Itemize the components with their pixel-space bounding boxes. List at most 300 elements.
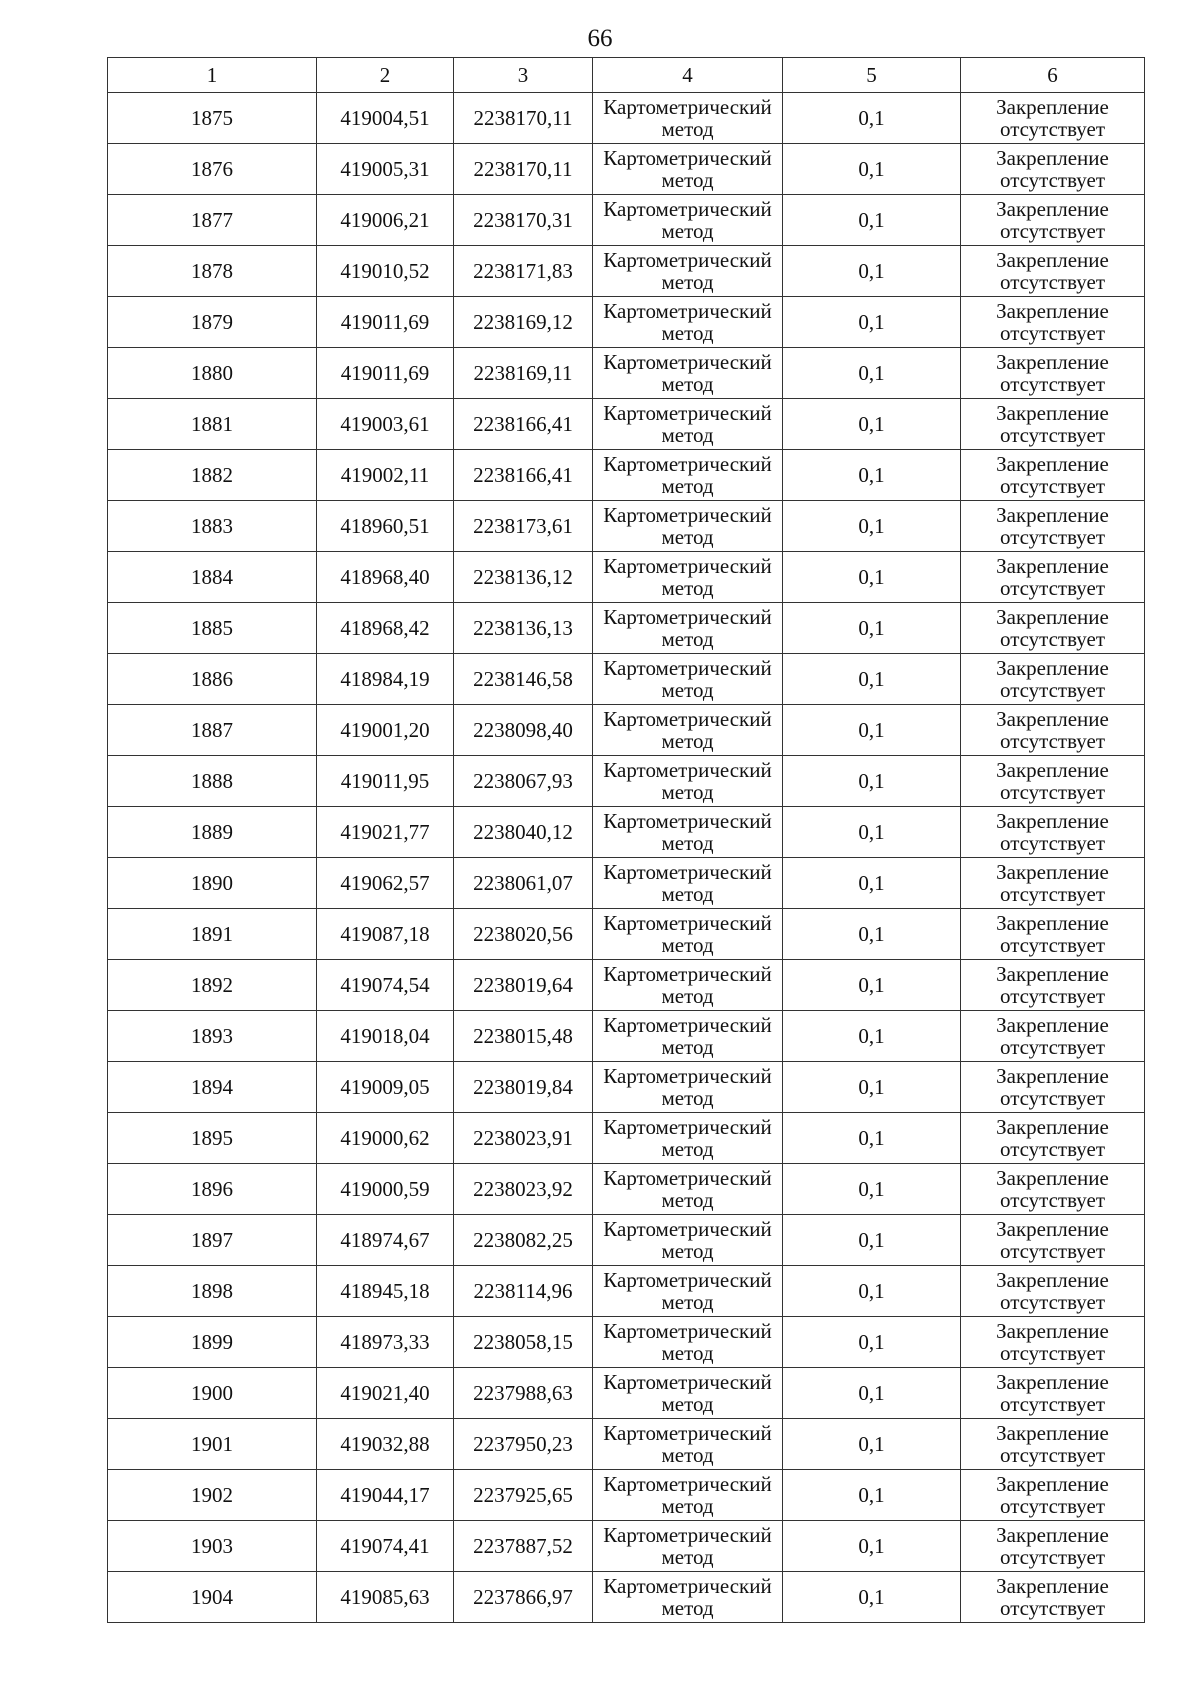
table-row — [108, 1113, 1145, 1164]
table-row — [108, 144, 1145, 195]
method-cell — [593, 501, 783, 552]
method-text-line: метод — [661, 933, 714, 957]
method-text-line: Картометрический — [603, 860, 772, 884]
method-text-line: Картометрический — [603, 758, 772, 782]
method-cell — [593, 1419, 783, 1470]
fixation-cell — [961, 1419, 1145, 1470]
point-number-cell: 1891 — [108, 909, 317, 960]
point-number-cell: 1893 — [108, 1011, 317, 1062]
method-text-line: метод — [661, 525, 714, 549]
fixation-cell — [961, 501, 1145, 552]
fixation-text-line: Закрепление — [996, 146, 1109, 170]
fixation-text-line: Закрепление — [996, 248, 1109, 272]
method-cell — [593, 348, 783, 399]
y-coordinate-cell: 2237950,23 — [454, 1419, 593, 1470]
method-text-line: Картометрический — [603, 911, 772, 935]
method-text-line: метод — [661, 1086, 714, 1110]
method-text-line: метод — [661, 1290, 714, 1314]
fixation-text-line: Закрепление — [996, 860, 1109, 884]
x-coordinate-cell: 419044,17 — [317, 1470, 454, 1521]
page-number: 66 — [587, 25, 613, 52]
fixation-text-line: Закрепление — [996, 809, 1109, 833]
point-number-cell: 1875 — [108, 93, 317, 144]
y-coordinate-cell: 2238136,13 — [454, 603, 593, 654]
fixation-text-line: Закрепление — [996, 197, 1109, 221]
point-number-cell: 1892 — [108, 960, 317, 1011]
accuracy-cell: 0,1 — [783, 348, 961, 399]
method-cell — [593, 1266, 783, 1317]
x-coordinate-cell: 419002,11 — [317, 450, 454, 501]
y-coordinate-cell: 2238082,25 — [454, 1215, 593, 1266]
method-text-line: метод — [661, 423, 714, 447]
fixation-text-line: отсутствует — [999, 627, 1106, 651]
x-coordinate-cell: 419000,62 — [317, 1113, 454, 1164]
method-text-line: Картометрический — [603, 1472, 772, 1496]
method-cell — [593, 1521, 783, 1572]
x-coordinate-cell: 419021,40 — [317, 1368, 454, 1419]
fixation-text-line: Закрепление — [996, 758, 1109, 782]
table-row — [108, 960, 1145, 1011]
fixation-text-line: отсутствует — [999, 1443, 1106, 1467]
table-row — [108, 1215, 1145, 1266]
fixation-text-line: отсутствует — [999, 933, 1106, 957]
fixation-text-line: Закрепление — [996, 1421, 1109, 1445]
accuracy-cell: 0,1 — [783, 603, 961, 654]
x-coordinate-cell: 419006,21 — [317, 195, 454, 246]
point-number-cell: 1898 — [108, 1266, 317, 1317]
y-coordinate-cell: 2238170,11 — [454, 144, 593, 195]
x-coordinate-cell: 418960,51 — [317, 501, 454, 552]
fixation-text-line: Закрепление — [996, 1523, 1109, 1547]
table-row — [108, 1317, 1145, 1368]
fixation-text-line: отсутствует — [999, 372, 1106, 396]
table-row — [108, 705, 1145, 756]
fixation-cell — [961, 1164, 1145, 1215]
fixation-cell — [961, 1470, 1145, 1521]
fixation-cell — [961, 705, 1145, 756]
fixation-cell — [961, 195, 1145, 246]
fixation-text-line: отсутствует — [999, 780, 1106, 804]
accuracy-cell: 0,1 — [783, 552, 961, 603]
point-number-cell: 1884 — [108, 552, 317, 603]
method-text-line: Картометрический — [603, 809, 772, 833]
table-row — [108, 348, 1145, 399]
fixation-text-line: отсутствует — [999, 474, 1106, 498]
accuracy-cell: 0,1 — [783, 450, 961, 501]
fixation-text-line: отсутствует — [999, 1494, 1106, 1518]
accuracy-cell: 0,1 — [783, 297, 961, 348]
fixation-text-line: отсутствует — [999, 729, 1106, 753]
method-text-line: метод — [661, 1341, 714, 1365]
method-text-line: метод — [661, 1137, 714, 1161]
accuracy-cell: 0,1 — [783, 1368, 961, 1419]
method-cell — [593, 756, 783, 807]
y-coordinate-cell: 2238146,58 — [454, 654, 593, 705]
point-number-cell: 1886 — [108, 654, 317, 705]
accuracy-cell: 0,1 — [783, 705, 961, 756]
fixation-cell — [961, 603, 1145, 654]
x-coordinate-cell: 418945,18 — [317, 1266, 454, 1317]
fixation-text-line: Закрепление — [996, 1268, 1109, 1292]
table-row — [108, 1164, 1145, 1215]
table-row — [108, 909, 1145, 960]
fixation-text-line: отсутствует — [999, 1137, 1106, 1161]
accuracy-cell: 0,1 — [783, 756, 961, 807]
method-cell — [593, 1317, 783, 1368]
point-number-cell: 1883 — [108, 501, 317, 552]
fixation-cell — [961, 1011, 1145, 1062]
x-coordinate-cell: 418968,40 — [317, 552, 454, 603]
accuracy-cell: 0,1 — [783, 144, 961, 195]
x-coordinate-cell: 419021,77 — [317, 807, 454, 858]
method-cell — [593, 1113, 783, 1164]
point-number-cell: 1876 — [108, 144, 317, 195]
accuracy-cell: 0,1 — [783, 1164, 961, 1215]
x-coordinate-cell: 418974,67 — [317, 1215, 454, 1266]
x-coordinate-cell: 419085,63 — [317, 1572, 454, 1623]
method-text-line: Картометрический — [603, 962, 772, 986]
x-coordinate-cell: 419011,69 — [317, 348, 454, 399]
fixation-cell — [961, 909, 1145, 960]
point-number-cell: 1878 — [108, 246, 317, 297]
table-row — [108, 93, 1145, 144]
y-coordinate-cell: 2237925,65 — [454, 1470, 593, 1521]
method-cell — [593, 246, 783, 297]
y-coordinate-cell: 2238040,12 — [454, 807, 593, 858]
method-text-line: Картометрический — [603, 401, 772, 425]
point-number-cell: 1896 — [108, 1164, 317, 1215]
point-number-cell: 1895 — [108, 1113, 317, 1164]
accuracy-cell: 0,1 — [783, 1521, 961, 1572]
fixation-cell — [961, 1317, 1145, 1368]
table-header — [108, 58, 1145, 93]
method-text-line: метод — [661, 1035, 714, 1059]
method-text-line: метод — [661, 474, 714, 498]
method-cell — [593, 195, 783, 246]
method-text-line: Картометрический — [603, 1166, 772, 1190]
x-coordinate-cell: 419018,04 — [317, 1011, 454, 1062]
fixation-text-line: отсутствует — [999, 1392, 1106, 1416]
method-text-line: Картометрический — [603, 95, 772, 119]
fixation-cell — [961, 1062, 1145, 1113]
fixation-text-line: Закрепление — [996, 911, 1109, 935]
method-cell — [593, 1572, 783, 1623]
fixation-text-line: Закрепление — [996, 350, 1109, 374]
method-text-line: Картометрический — [603, 1013, 772, 1037]
table-row — [108, 297, 1145, 348]
fixation-cell — [961, 450, 1145, 501]
method-text-line: метод — [661, 729, 714, 753]
table-body — [108, 93, 1145, 1623]
method-cell — [593, 960, 783, 1011]
x-coordinate-cell: 419009,05 — [317, 1062, 454, 1113]
method-text-line: Картометрический — [603, 1268, 772, 1292]
fixation-text-line: отсутствует — [999, 321, 1106, 345]
method-cell — [593, 705, 783, 756]
x-coordinate-cell: 418968,42 — [317, 603, 454, 654]
method-text-line: Картометрический — [603, 299, 772, 323]
fixation-cell — [961, 1113, 1145, 1164]
fixation-text-line: Закрепление — [996, 962, 1109, 986]
method-text-line: метод — [661, 1188, 714, 1212]
point-number-cell: 1882 — [108, 450, 317, 501]
method-cell — [593, 1062, 783, 1113]
accuracy-cell: 0,1 — [783, 1011, 961, 1062]
fixation-text-line: Закрепление — [996, 1370, 1109, 1394]
accuracy-cell: 0,1 — [783, 909, 961, 960]
method-text-line: метод — [661, 372, 714, 396]
table-row — [108, 1011, 1145, 1062]
method-text-line: Картометрический — [603, 146, 772, 170]
method-cell — [593, 909, 783, 960]
accuracy-cell: 0,1 — [783, 1215, 961, 1266]
x-coordinate-cell: 419001,20 — [317, 705, 454, 756]
method-text-line: Картометрический — [603, 197, 772, 221]
fixation-text-line: Закрепление — [996, 1472, 1109, 1496]
fixation-text-line: Закрепление — [996, 1217, 1109, 1241]
table-row — [108, 807, 1145, 858]
method-text-line: метод — [661, 321, 714, 345]
fixation-cell — [961, 1572, 1145, 1623]
method-cell — [593, 297, 783, 348]
x-coordinate-cell: 418973,33 — [317, 1317, 454, 1368]
y-coordinate-cell: 2238166,41 — [454, 450, 593, 501]
fixation-text-line: отсутствует — [999, 1341, 1106, 1365]
fixation-text-line: Закрепление — [996, 1319, 1109, 1343]
method-text-line: Картометрический — [603, 1115, 772, 1139]
x-coordinate-cell: 419074,54 — [317, 960, 454, 1011]
accuracy-cell: 0,1 — [783, 1266, 961, 1317]
accuracy-cell: 0,1 — [783, 195, 961, 246]
fixation-text-line: отсутствует — [999, 882, 1106, 906]
point-number-cell: 1880 — [108, 348, 317, 399]
fixation-text-line: отсутствует — [999, 576, 1106, 600]
fixation-text-line: отсутствует — [999, 423, 1106, 447]
x-coordinate-cell: 419000,59 — [317, 1164, 454, 1215]
fixation-text-line: Закрепление — [996, 605, 1109, 629]
y-coordinate-cell: 2237988,63 — [454, 1368, 593, 1419]
y-coordinate-cell: 2238019,84 — [454, 1062, 593, 1113]
method-cell — [593, 399, 783, 450]
fixation-text-line: Закрепление — [996, 656, 1109, 680]
fixation-text-line: отсутствует — [999, 117, 1106, 141]
fixation-cell — [961, 297, 1145, 348]
column-header-3: 3 — [454, 58, 593, 93]
x-coordinate-cell: 419032,88 — [317, 1419, 454, 1470]
accuracy-cell: 0,1 — [783, 399, 961, 450]
fixation-text-line: отсутствует — [999, 984, 1106, 1008]
x-coordinate-cell: 419010,52 — [317, 246, 454, 297]
y-coordinate-cell: 2238170,31 — [454, 195, 593, 246]
accuracy-cell: 0,1 — [783, 93, 961, 144]
table-row — [108, 1470, 1145, 1521]
point-number-cell: 1879 — [108, 297, 317, 348]
method-text-line: Картометрический — [603, 248, 772, 272]
table-row — [108, 399, 1145, 450]
column-header-6: 6 — [961, 58, 1145, 93]
point-number-cell: 1890 — [108, 858, 317, 909]
table-row — [108, 603, 1145, 654]
fixation-text-line: отсутствует — [999, 1596, 1106, 1620]
accuracy-cell: 0,1 — [783, 501, 961, 552]
table-row — [108, 552, 1145, 603]
method-cell — [593, 654, 783, 705]
method-text-line: метод — [661, 1443, 714, 1467]
accuracy-cell: 0,1 — [783, 1113, 961, 1164]
table-row — [108, 1572, 1145, 1623]
y-coordinate-cell: 2238169,11 — [454, 348, 593, 399]
fixation-text-line: отсутствует — [999, 1035, 1106, 1059]
accuracy-cell: 0,1 — [783, 1062, 961, 1113]
method-text-line: метод — [661, 1239, 714, 1263]
point-number-cell: 1900 — [108, 1368, 317, 1419]
fixation-cell — [961, 858, 1145, 909]
fixation-text-line: отсутствует — [999, 168, 1106, 192]
point-number-cell: 1902 — [108, 1470, 317, 1521]
method-text-line: метод — [661, 1596, 714, 1620]
y-coordinate-cell: 2238114,96 — [454, 1266, 593, 1317]
fixation-cell — [961, 93, 1145, 144]
table-row — [108, 1266, 1145, 1317]
method-text-line: метод — [661, 627, 714, 651]
method-text-line: Картометрический — [603, 1523, 772, 1547]
x-coordinate-cell: 419004,51 — [317, 93, 454, 144]
method-text-line: метод — [661, 270, 714, 294]
fixation-text-line: отсутствует — [999, 1239, 1106, 1263]
x-coordinate-cell: 419003,61 — [317, 399, 454, 450]
method-cell — [593, 807, 783, 858]
method-text-line: Картометрический — [603, 554, 772, 578]
fixation-text-line: Закрепление — [996, 1013, 1109, 1037]
fixation-text-line: отсутствует — [999, 1545, 1106, 1569]
fixation-text-line: отсутствует — [999, 525, 1106, 549]
x-coordinate-cell: 419005,31 — [317, 144, 454, 195]
fixation-text-line: Закрепление — [996, 707, 1109, 731]
point-number-cell: 1885 — [108, 603, 317, 654]
method-cell — [593, 552, 783, 603]
method-cell — [593, 1164, 783, 1215]
accuracy-cell: 0,1 — [783, 807, 961, 858]
accuracy-cell: 0,1 — [783, 246, 961, 297]
fixation-cell — [961, 1266, 1145, 1317]
method-cell — [593, 858, 783, 909]
fixation-text-line: отсутствует — [999, 1086, 1106, 1110]
method-text-line: метод — [661, 780, 714, 804]
method-cell — [593, 144, 783, 195]
header-row — [108, 58, 1145, 93]
method-text-line: Картометрический — [603, 1574, 772, 1598]
fixation-text-line: Закрепление — [996, 1064, 1109, 1088]
method-text-line: Картометрический — [603, 656, 772, 680]
accuracy-cell: 0,1 — [783, 1317, 961, 1368]
x-coordinate-cell: 419062,57 — [317, 858, 454, 909]
table-row — [108, 450, 1145, 501]
table-row — [108, 1521, 1145, 1572]
method-text-line: Картометрический — [603, 1370, 772, 1394]
fixation-text-line: отсутствует — [999, 1290, 1106, 1314]
fixation-cell — [961, 246, 1145, 297]
accuracy-cell: 0,1 — [783, 960, 961, 1011]
table-row — [108, 1368, 1145, 1419]
table-row — [108, 1062, 1145, 1113]
x-coordinate-cell: 419011,95 — [317, 756, 454, 807]
point-number-cell: 1901 — [108, 1419, 317, 1470]
y-coordinate-cell: 2238020,56 — [454, 909, 593, 960]
fixation-text-line: Закрепление — [996, 95, 1109, 119]
method-text-line: Картометрический — [603, 503, 772, 527]
column-header-5: 5 — [783, 58, 961, 93]
fixation-cell — [961, 144, 1145, 195]
y-coordinate-cell: 2238170,11 — [454, 93, 593, 144]
y-coordinate-cell: 2238166,41 — [454, 399, 593, 450]
y-coordinate-cell: 2238169,12 — [454, 297, 593, 348]
fixation-text-line: отсутствует — [999, 831, 1106, 855]
table-row — [108, 756, 1145, 807]
method-cell — [593, 1368, 783, 1419]
point-number-cell: 1881 — [108, 399, 317, 450]
y-coordinate-cell: 2238171,83 — [454, 246, 593, 297]
fixation-text-line: Закрепление — [996, 401, 1109, 425]
y-coordinate-cell: 2238136,12 — [454, 552, 593, 603]
x-coordinate-cell: 419074,41 — [317, 1521, 454, 1572]
accuracy-cell: 0,1 — [783, 1572, 961, 1623]
table-row — [108, 1419, 1145, 1470]
accuracy-cell: 0,1 — [783, 654, 961, 705]
point-number-cell: 1888 — [108, 756, 317, 807]
accuracy-cell: 0,1 — [783, 1419, 961, 1470]
method-text-line: Картометрический — [603, 605, 772, 629]
method-text-line: Картометрический — [603, 1217, 772, 1241]
table-row — [108, 654, 1145, 705]
accuracy-cell: 0,1 — [783, 1470, 961, 1521]
point-number-cell: 1899 — [108, 1317, 317, 1368]
method-text-line: метод — [661, 1545, 714, 1569]
fixation-text-line: отсутствует — [999, 678, 1106, 702]
fixation-cell — [961, 348, 1145, 399]
y-coordinate-cell: 2238058,15 — [454, 1317, 593, 1368]
method-text-line: метод — [661, 831, 714, 855]
method-cell — [593, 1011, 783, 1062]
fixation-text-line: отсутствует — [999, 1188, 1106, 1212]
method-text-line: метод — [661, 984, 714, 1008]
x-coordinate-cell: 419087,18 — [317, 909, 454, 960]
coordinates-table — [107, 57, 1145, 1623]
fixation-text-line: Закрепление — [996, 1166, 1109, 1190]
method-text-line: Картометрический — [603, 1319, 772, 1343]
table-row — [108, 858, 1145, 909]
method-text-line: метод — [661, 117, 714, 141]
column-header-1: 1 — [108, 58, 317, 93]
point-number-cell: 1894 — [108, 1062, 317, 1113]
method-text-line: Картометрический — [603, 452, 772, 476]
accuracy-cell: 0,1 — [783, 858, 961, 909]
y-coordinate-cell: 2237866,97 — [454, 1572, 593, 1623]
fixation-cell — [961, 399, 1145, 450]
y-coordinate-cell: 2238023,91 — [454, 1113, 593, 1164]
fixation-cell — [961, 552, 1145, 603]
x-coordinate-cell: 419011,69 — [317, 297, 454, 348]
y-coordinate-cell: 2237887,52 — [454, 1521, 593, 1572]
fixation-cell — [961, 756, 1145, 807]
method-text-line: Картометрический — [603, 1421, 772, 1445]
method-cell — [593, 603, 783, 654]
fixation-text-line: отсутствует — [999, 270, 1106, 294]
fixation-text-line: Закрепление — [996, 1574, 1109, 1598]
fixation-text-line: Закрепление — [996, 299, 1109, 323]
y-coordinate-cell: 2238061,07 — [454, 858, 593, 909]
point-number-cell: 1897 — [108, 1215, 317, 1266]
method-text-line: Картометрический — [603, 350, 772, 374]
